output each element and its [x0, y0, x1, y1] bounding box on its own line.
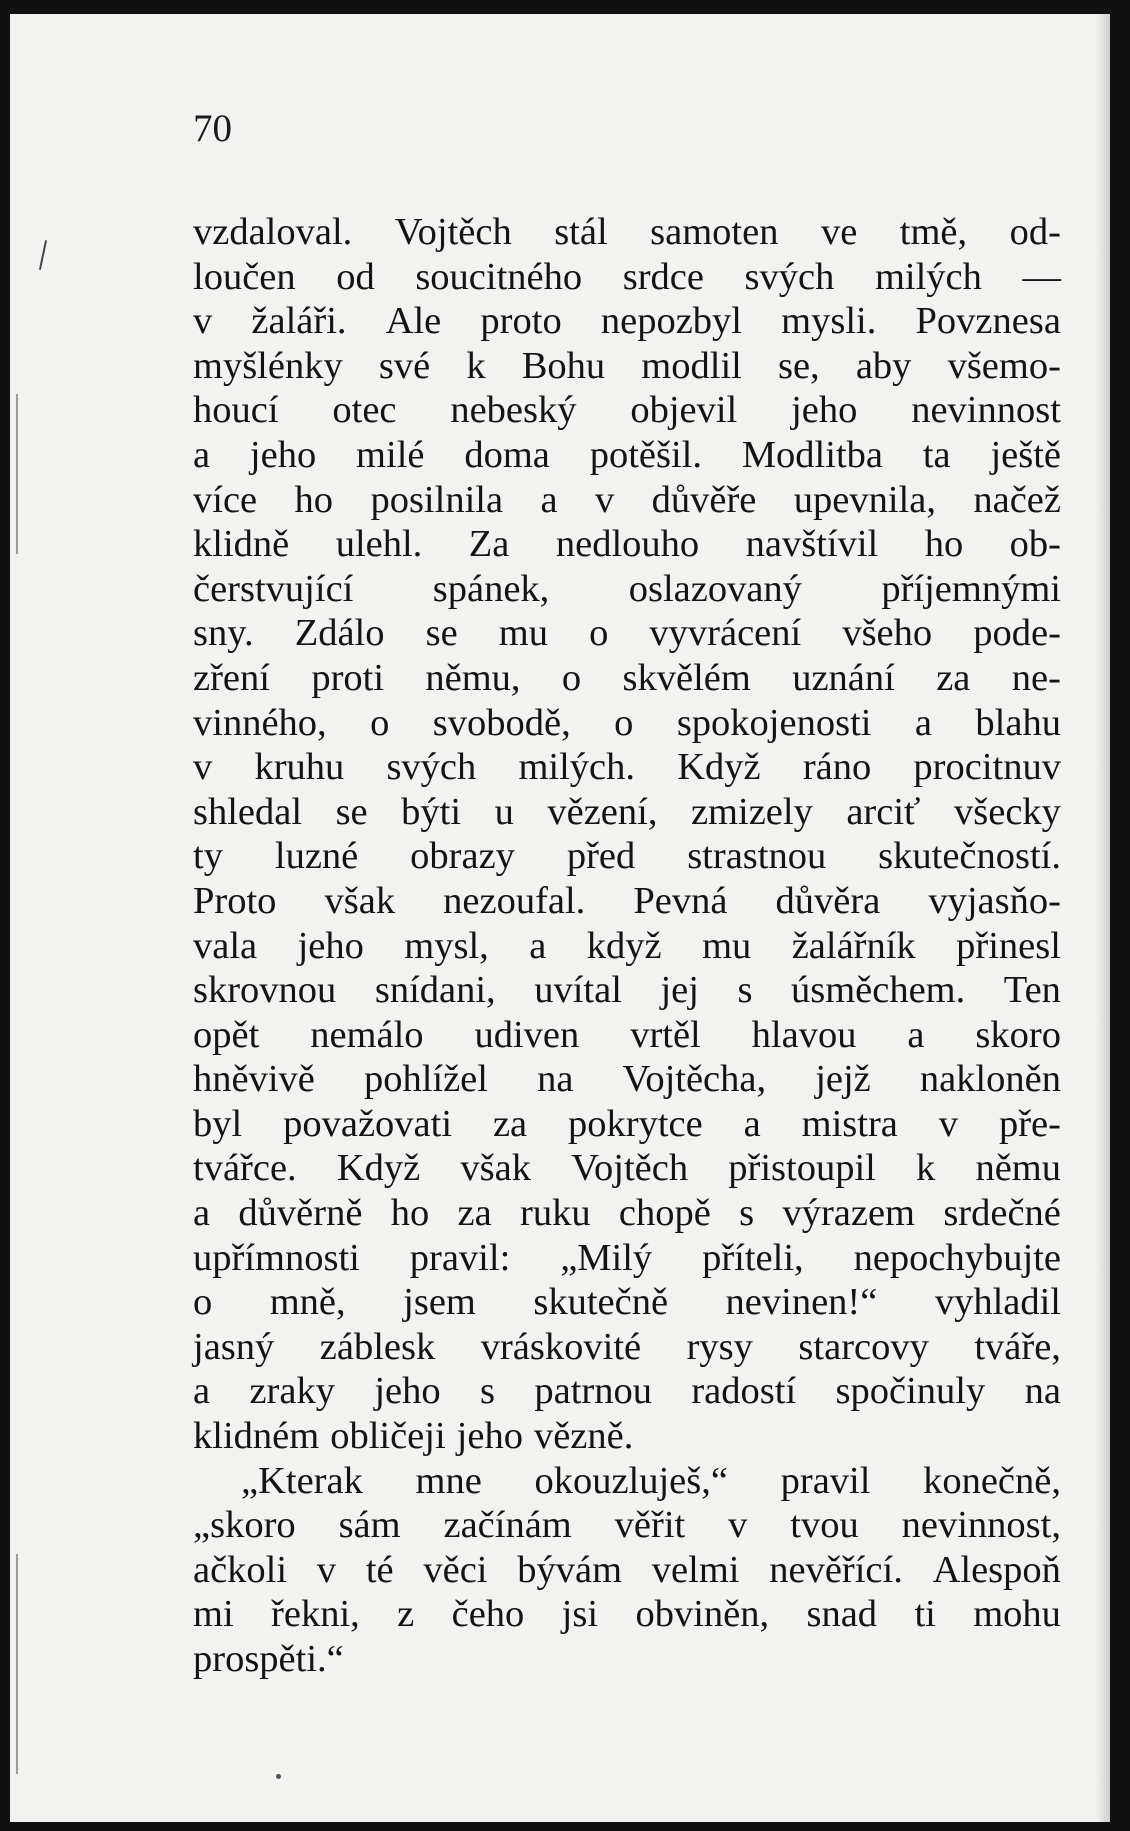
- word: nakloněn: [919, 1058, 1061, 1101]
- page-number: 70: [193, 107, 232, 150]
- word: jeho: [456, 1415, 523, 1458]
- word: Zdálo: [294, 612, 385, 655]
- word: mistra: [801, 1102, 898, 1145]
- word: myšlénky: [193, 344, 343, 387]
- word: tváře,: [974, 1325, 1061, 1368]
- word: snad: [806, 1593, 878, 1636]
- text-line: [193, 1057, 1061, 1102]
- text-line: [193, 924, 1061, 969]
- text-line: [193, 745, 1061, 790]
- word: soucitného: [415, 255, 583, 298]
- word: skrovnou: [193, 969, 337, 1012]
- word: nevěřící.: [769, 1548, 903, 1591]
- word: jsem: [403, 1281, 476, 1324]
- word: ne-: [1011, 656, 1061, 699]
- word: ho: [294, 478, 334, 521]
- word: v: [193, 746, 213, 789]
- word: shledal: [193, 790, 303, 833]
- word: nedlouho: [555, 523, 700, 566]
- text-line: [193, 210, 1061, 255]
- word: žalářník: [791, 924, 916, 967]
- text-line: [193, 433, 1061, 478]
- word: ráno: [802, 746, 872, 789]
- word: jeho: [374, 1370, 441, 1413]
- word: tmě,: [899, 211, 968, 253]
- word: spočinuly: [835, 1370, 986, 1413]
- word: za: [457, 1192, 492, 1235]
- word: pravil: [780, 1459, 871, 1502]
- word: u: [494, 790, 514, 833]
- text-line: [193, 522, 1061, 567]
- word: z: [397, 1593, 415, 1636]
- word: nepochybujte: [853, 1236, 1061, 1279]
- text-line: [193, 1013, 1061, 1058]
- word: Za: [468, 523, 510, 566]
- word: přistoupil: [728, 1147, 876, 1190]
- word: udiven: [474, 1013, 580, 1056]
- word: milých: [874, 255, 982, 298]
- word: němu: [975, 1147, 1061, 1190]
- word: hněvivě: [193, 1058, 315, 1101]
- word: od-: [1009, 211, 1061, 253]
- body-text: [193, 210, 1061, 1682]
- word: mu: [498, 612, 548, 655]
- word: věřit: [614, 1504, 686, 1547]
- word: načež: [973, 478, 1061, 521]
- word: pohlížel: [363, 1058, 488, 1101]
- text-line: [193, 255, 1061, 300]
- word: objevil: [630, 389, 738, 432]
- word: pře-: [998, 1102, 1061, 1145]
- word: nepozbyl: [600, 300, 742, 343]
- word: jeho: [249, 433, 317, 476]
- word: ho: [924, 523, 964, 566]
- text-line: [193, 344, 1061, 389]
- word: od: [336, 255, 375, 298]
- word: obličeji: [330, 1415, 446, 1458]
- word: Povznesa: [915, 300, 1061, 343]
- text-line: [193, 1102, 1061, 1147]
- word: potěšil.: [589, 433, 702, 476]
- text-line: [193, 1592, 1061, 1637]
- word: doma: [464, 433, 550, 476]
- word: bývám: [517, 1548, 623, 1591]
- word: a: [193, 1192, 211, 1235]
- word: ta: [922, 433, 951, 476]
- word: důvěrně: [238, 1192, 363, 1235]
- word: proti: [311, 656, 385, 699]
- text-line: [193, 1325, 1061, 1370]
- word: žaláři.: [251, 300, 347, 343]
- word: skutečně: [533, 1281, 669, 1324]
- word: jeho: [297, 924, 364, 967]
- word: k: [466, 344, 486, 387]
- word: starcovy: [798, 1325, 929, 1368]
- word: okouzluješ,“: [534, 1459, 728, 1502]
- word: v: [193, 300, 213, 343]
- word: vinného,: [193, 701, 327, 744]
- word: a: [743, 1102, 761, 1145]
- word: modlil: [641, 344, 742, 387]
- word: ob-: [1009, 523, 1061, 566]
- word: svých: [386, 746, 477, 789]
- word: Ten: [1003, 969, 1061, 1012]
- word: houcí: [193, 389, 279, 432]
- word: vyhladil: [934, 1281, 1061, 1324]
- word: však: [460, 1147, 531, 1190]
- word: kruhu: [254, 746, 345, 789]
- word: čeho: [451, 1593, 525, 1636]
- word: velmi: [651, 1548, 740, 1591]
- word: zmizely: [690, 790, 813, 833]
- word: mně,: [269, 1281, 346, 1324]
- word: skvělém: [622, 656, 751, 699]
- word: výrazem: [782, 1192, 916, 1235]
- word: jsi: [561, 1593, 599, 1636]
- word: Když: [336, 1147, 421, 1190]
- word: konečně,: [923, 1459, 1061, 1502]
- word: Když: [677, 746, 761, 789]
- word: té: [365, 1548, 394, 1591]
- text-line: [193, 1236, 1061, 1281]
- word: procitnuv: [913, 746, 1061, 789]
- word: upřímnosti: [193, 1236, 360, 1279]
- word: řekni,: [271, 1593, 360, 1636]
- text-line: [193, 1280, 1061, 1325]
- word: a: [529, 924, 547, 967]
- word: vyvrácení: [649, 612, 802, 655]
- text-line: [193, 968, 1061, 1013]
- word: ačkoli: [193, 1548, 288, 1591]
- word: zření: [193, 656, 270, 699]
- text-line: [193, 1146, 1061, 1191]
- word: strastnou: [687, 835, 827, 878]
- word: snídani,: [374, 969, 496, 1012]
- word: Modlitba: [741, 433, 883, 476]
- word: ho: [390, 1192, 430, 1235]
- text-line: [193, 701, 1061, 746]
- word: vrtěl: [630, 1013, 701, 1056]
- word: —: [1022, 255, 1061, 298]
- word: obrazy: [410, 835, 515, 878]
- word: mysli.: [781, 300, 877, 343]
- word: radostí: [691, 1370, 797, 1413]
- word: luzné: [274, 835, 359, 878]
- text-line: [193, 1503, 1061, 1548]
- word: Bohu: [521, 344, 606, 387]
- word: vzdaloval.: [193, 211, 353, 253]
- word: s: [737, 969, 753, 1012]
- text-line: [193, 478, 1061, 523]
- text-line: [193, 1459, 1061, 1504]
- word: sám: [338, 1504, 401, 1547]
- word: ruku: [520, 1192, 591, 1235]
- word: se: [335, 790, 368, 833]
- word: pravil:: [409, 1236, 511, 1279]
- word: přinesl: [956, 924, 1061, 967]
- word: více: [193, 478, 258, 521]
- word: posilnila: [370, 478, 504, 521]
- word: o: [370, 701, 390, 744]
- word: samoten: [650, 211, 779, 253]
- word: Alespoň: [932, 1548, 1061, 1591]
- margin-mark: [16, 1554, 18, 1774]
- word: pokrytce: [568, 1102, 703, 1145]
- word: důvěra: [775, 879, 881, 922]
- word: za: [936, 656, 971, 699]
- word: mi: [193, 1593, 234, 1636]
- word: všemo-: [947, 344, 1061, 387]
- word: nevinnost,: [901, 1504, 1061, 1547]
- word: jejž: [815, 1058, 871, 1101]
- word: obviněn,: [635, 1593, 770, 1636]
- word: blahu: [975, 701, 1061, 744]
- word: věci: [423, 1548, 488, 1591]
- word: navštívil: [745, 523, 879, 566]
- word: úsměchem.: [790, 969, 966, 1012]
- word: před: [566, 835, 636, 878]
- word: zraky: [249, 1370, 335, 1413]
- word: spánek,: [432, 567, 550, 610]
- word: vězně.: [533, 1415, 634, 1458]
- word: „skoro: [193, 1504, 296, 1547]
- word: ty: [193, 835, 223, 878]
- word: nemálo: [310, 1013, 424, 1056]
- word: o: [614, 701, 634, 744]
- word: proto: [480, 300, 562, 343]
- word: tvářce.: [193, 1147, 297, 1190]
- word: jasný: [193, 1325, 275, 1368]
- word: vyjasňo-: [928, 879, 1061, 922]
- word: o: [193, 1281, 213, 1324]
- word: mohu: [973, 1593, 1061, 1636]
- word: uvítal: [534, 969, 622, 1012]
- word: tvou: [790, 1504, 859, 1547]
- word: příteli,: [702, 1236, 804, 1279]
- word: opět: [193, 1013, 260, 1056]
- word: skutečností.: [878, 835, 1061, 878]
- word: a: [907, 1013, 925, 1056]
- word: všeho: [842, 612, 933, 655]
- word: na: [537, 1058, 574, 1101]
- word: s: [480, 1370, 495, 1413]
- word: v: [938, 1102, 959, 1145]
- word: na: [1024, 1370, 1061, 1413]
- word: „Milý: [560, 1236, 653, 1279]
- word: milé: [356, 433, 425, 476]
- word: všecky: [954, 790, 1061, 833]
- margin-mark: [39, 240, 47, 270]
- word: oslazovaný: [628, 567, 802, 610]
- text-line: [193, 879, 1061, 924]
- word: s: [739, 1192, 755, 1235]
- word: pode-: [973, 612, 1061, 655]
- word: němu,: [425, 656, 521, 699]
- word: Vojtěcha,: [622, 1058, 767, 1101]
- text-line: [193, 1414, 1061, 1459]
- word: mne: [415, 1459, 482, 1502]
- word: a: [193, 433, 211, 476]
- word: k: [916, 1147, 936, 1190]
- word: Vojtěch: [571, 1147, 689, 1190]
- word: ve: [820, 211, 858, 253]
- text-line: [193, 611, 1061, 656]
- word: loučen: [193, 255, 296, 298]
- text-line: [193, 1191, 1061, 1236]
- word: nevinen!“: [725, 1281, 878, 1324]
- word: za: [492, 1102, 528, 1145]
- word: považovati: [283, 1102, 453, 1145]
- word: sny.: [193, 612, 254, 655]
- word: Pevná: [633, 879, 728, 922]
- word: ti: [914, 1593, 936, 1636]
- word: záblesk: [319, 1325, 436, 1368]
- word: býti: [401, 790, 462, 833]
- text-line: [193, 834, 1061, 879]
- word: chopě: [618, 1192, 711, 1235]
- word: stál: [554, 211, 608, 253]
- text-line: [193, 656, 1061, 701]
- word: důvěře: [651, 478, 757, 521]
- word: nebeský: [450, 389, 577, 432]
- word: klidném: [193, 1415, 320, 1458]
- text-line: [193, 790, 1061, 835]
- word: jeho: [791, 389, 858, 432]
- word: hlavou: [751, 1013, 857, 1056]
- word: vala: [193, 924, 258, 967]
- word: byl: [193, 1102, 243, 1145]
- word: své: [378, 344, 431, 387]
- word: ulehl.: [335, 523, 423, 566]
- word: jej: [660, 969, 699, 1012]
- word: srdečné: [943, 1192, 1061, 1235]
- word: milých.: [518, 746, 636, 789]
- word: svých: [744, 255, 835, 298]
- word: uznání: [792, 656, 895, 699]
- word: však: [324, 879, 396, 922]
- word: v: [316, 1548, 337, 1591]
- word: a: [914, 701, 932, 744]
- word: Proto: [193, 879, 277, 922]
- word: a: [540, 478, 558, 521]
- word: o: [589, 612, 609, 655]
- text-line: [193, 299, 1061, 344]
- word: klidně: [193, 523, 290, 566]
- word: „Kterak: [241, 1459, 363, 1502]
- word: Ale: [385, 300, 442, 343]
- word: prospěti.“: [193, 1638, 344, 1680]
- word: v: [594, 478, 615, 521]
- word: v: [728, 1504, 748, 1547]
- word: začínám: [443, 1504, 572, 1547]
- text-line: [193, 1637, 1061, 1682]
- word: upevnila,: [793, 478, 936, 521]
- text-line: [193, 388, 1061, 433]
- word: když: [586, 924, 662, 967]
- word: skoro: [975, 1013, 1061, 1056]
- text-line: [193, 1548, 1061, 1593]
- word: vězení,: [547, 790, 658, 833]
- word: Vojtěch: [394, 211, 512, 253]
- word: mysl,: [404, 924, 489, 967]
- text-line: [193, 567, 1061, 612]
- word: spokojenosti: [676, 701, 872, 744]
- word: mu: [702, 924, 752, 967]
- word: rysy: [686, 1325, 753, 1368]
- word: otec: [332, 389, 397, 432]
- page-edge-shadow: [1096, 14, 1110, 1822]
- word: arciť: [846, 790, 921, 833]
- word: příjemnými: [881, 567, 1061, 610]
- word: vráskovité: [480, 1325, 642, 1368]
- word: se: [425, 612, 458, 655]
- text-line: [193, 1369, 1061, 1414]
- word: o: [561, 656, 582, 699]
- word: srdce: [622, 255, 704, 298]
- word: nezoufal.: [443, 879, 586, 922]
- word: a: [193, 1370, 211, 1413]
- margin-mark: [16, 394, 18, 554]
- word: svobodě,: [432, 701, 571, 744]
- paper-speck: [276, 1774, 281, 1779]
- word: aby: [855, 344, 912, 387]
- word: patrnou: [534, 1370, 652, 1413]
- word: čerstvující: [193, 567, 354, 610]
- word: nevinnost: [911, 389, 1061, 432]
- book-page: [10, 14, 1110, 1822]
- word: se,: [777, 344, 820, 387]
- word: ještě: [990, 433, 1061, 476]
